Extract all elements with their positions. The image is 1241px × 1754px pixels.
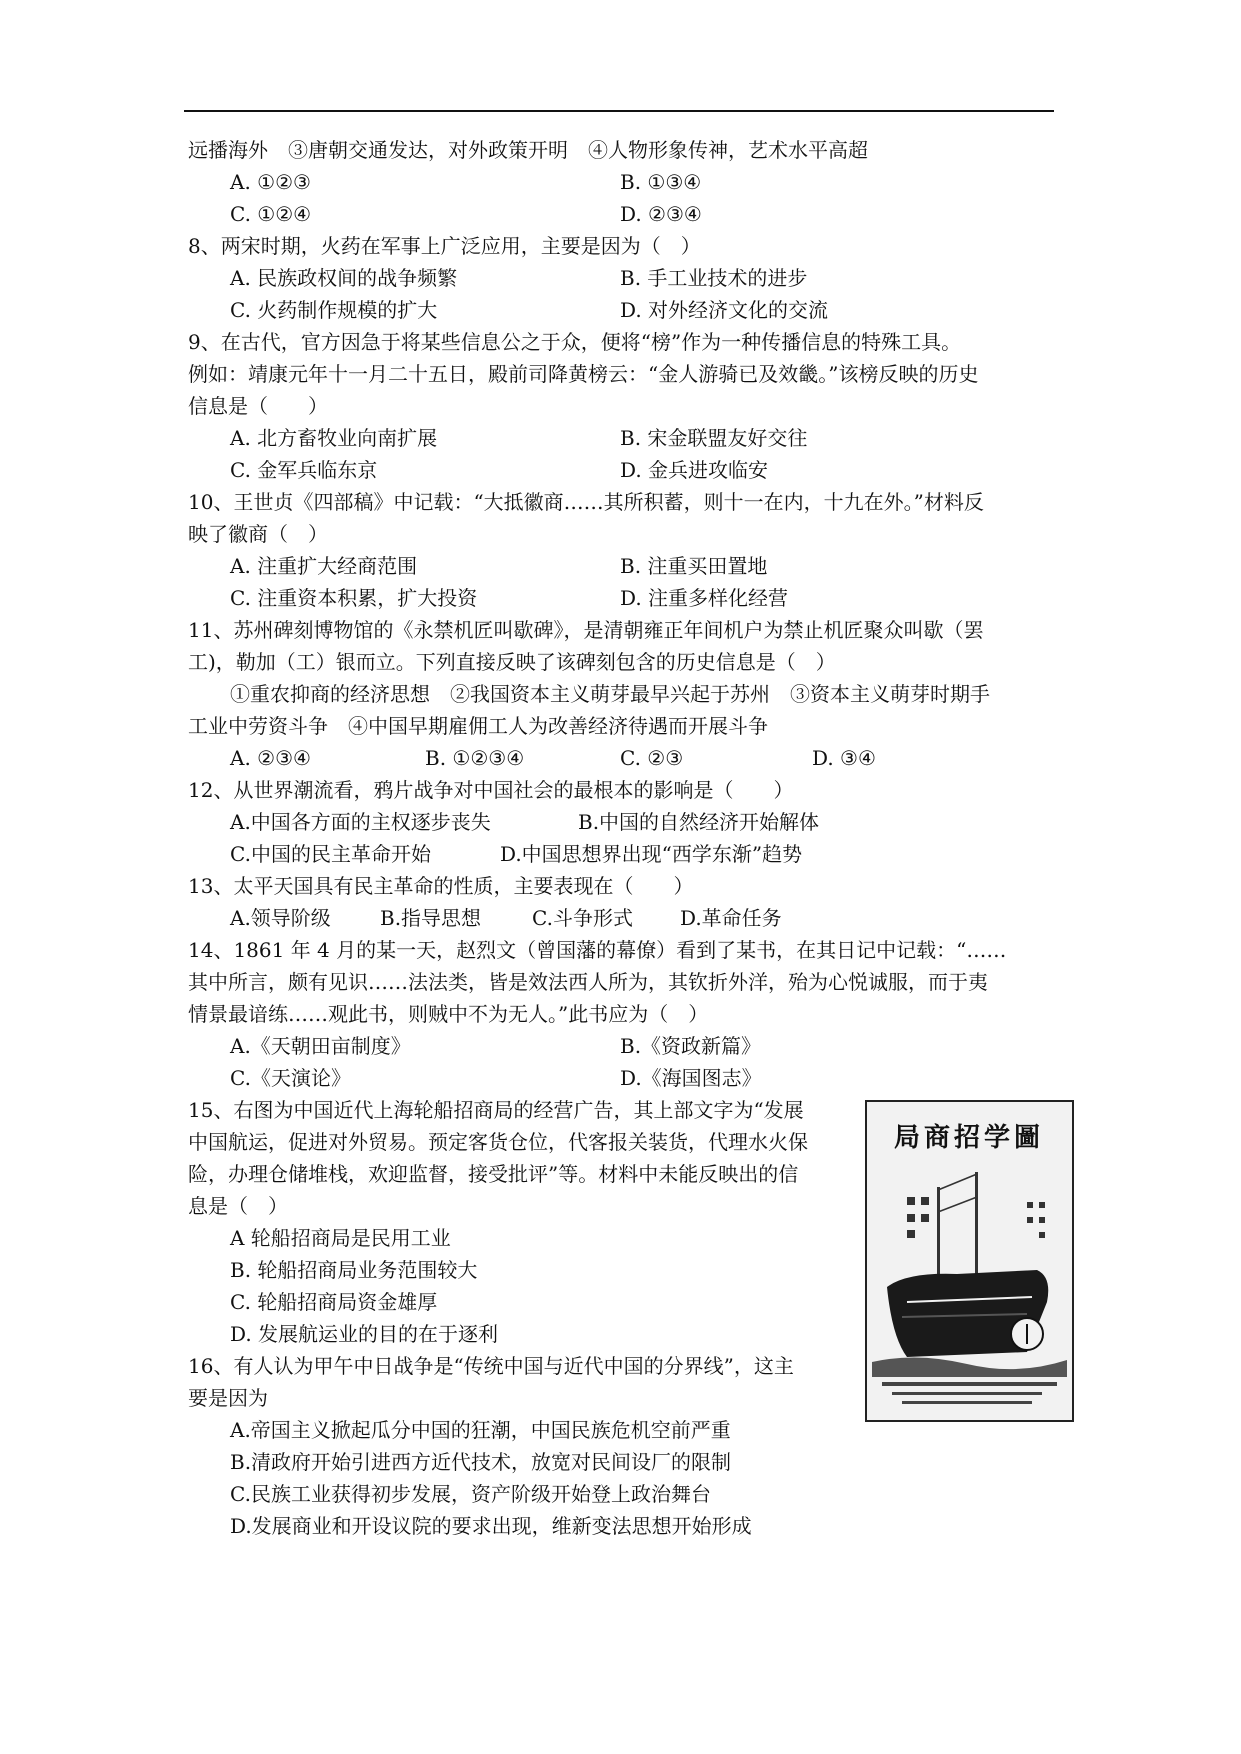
text-line: 情景最谙练……观此书，则贼中不为无人。”此书应为（ ） — [188, 1002, 709, 1026]
text-line: A.《天朝田亩制度》 — [230, 1034, 411, 1058]
text-line: D. 注重多样化经营 — [620, 586, 789, 610]
text-line: 映了徽商（ ） — [188, 522, 328, 546]
text-line: A. ②③④ — [230, 746, 311, 770]
text-line: 16、有人认为甲午中日战争是“传统中国与近代中国的分界线”，这主 — [188, 1354, 794, 1378]
text-line: A 轮船招商局是民用工业 — [230, 1226, 451, 1250]
text-line: 信息是（ ） — [188, 394, 328, 418]
text-line: 远播海外 ③唐朝交通发达，对外政策开明 ④人物形象传神，艺术水平高超 — [188, 138, 868, 162]
text-line: 10、王世贞《四部稿》中记载：“大抵徽商……其所积蓄，则十一在内，十九在外。”材料反 — [188, 490, 984, 514]
text-line: C. 火药制作规模的扩大 — [230, 298, 438, 322]
text-line: 12、从世界潮流看，鸦片战争对中国社会的最根本的影响是（ ） — [188, 778, 794, 802]
header-rule — [184, 110, 1054, 112]
text-line: 险，办理仓储堆栈，欢迎监督，接受批评”等。材料中未能反映出的信 — [188, 1162, 799, 1186]
text-line: B. 宋金联盟友好交往 — [620, 426, 808, 450]
text-line: 8、两宋时期，火药在军事上广泛应用，主要是因为（ ） — [188, 234, 701, 258]
text-line: 9、在古代，官方因急于将某些信息公之于众，便将“榜”作为一种传播信息的特殊工具。 — [188, 330, 962, 354]
text-line: D. 对外经济文化的交流 — [620, 298, 829, 322]
text-line: 其中所言，颇有见识……法法类，皆是效法西人所为，其钦折外洋，殆为心悦诚服，而于夷 — [188, 970, 988, 994]
text-line: C.斗争形式 — [532, 906, 633, 930]
text-line: C.中国的民主革命开始 — [230, 842, 431, 866]
text-line: D. 发展航运业的目的在于逐利 — [230, 1322, 499, 1346]
text-line: D.《海国图志》 — [620, 1066, 762, 1090]
text-line: C.民族工业获得初步发展，资产阶级开始登上政治舞台 — [230, 1482, 711, 1506]
text-line: D. 金兵进攻临安 — [620, 458, 769, 482]
text-line: C. 金军兵临东京 — [230, 458, 378, 482]
text-line: 中国航运，促进对外贸易。预定客货仓位，代客报关装货，代理水火保 — [188, 1130, 808, 1154]
text-line: A.中国各方面的主权逐步丧失 — [230, 810, 491, 834]
text-line: 工业中劳资斗争 ④中国早期雇佣工人为改善经济待遇而开展斗争 — [188, 714, 768, 738]
text-line: D.革命任务 — [680, 906, 782, 930]
text-line: B. 手工业技术的进步 — [620, 266, 808, 290]
text-line: B. 注重买田置地 — [620, 554, 768, 578]
text-line: C.《天演论》 — [230, 1066, 351, 1090]
text-line: B. 轮船招商局业务范围较大 — [230, 1258, 478, 1282]
steamship-illustration — [867, 1102, 1072, 1420]
text-line: D.发展商业和开设议院的要求出现，维新变法思想开始形成 — [230, 1514, 752, 1538]
text-line: B.《资政新篇》 — [620, 1034, 762, 1058]
text-line: B. ①②③④ — [425, 746, 525, 770]
text-line: C. ②③ — [620, 746, 684, 770]
text-line: A. 民族政权间的战争频繁 — [230, 266, 458, 290]
text-line: C. 轮船招商局资金雄厚 — [230, 1290, 438, 1314]
text-line: A. 北方畜牧业向南扩展 — [230, 426, 438, 450]
text-line: D. ②③④ — [620, 202, 702, 226]
ad-title: 局商招学圖 — [893, 1123, 1045, 1153]
text-line: D. ③④ — [812, 746, 876, 770]
text-line: 息是（ ） — [188, 1194, 288, 1218]
text-line: A. 注重扩大经商范围 — [230, 554, 418, 578]
text-line: 工)，勒加（工）银而立。下列直接反映了该碑刻包含的历史信息是（ ） — [188, 650, 836, 674]
shipping-ad-image — [865, 1100, 1074, 1422]
text-line: 15、右图为中国近代上海轮船招商局的经营广告，其上部文字为“发展 — [188, 1098, 804, 1122]
text-line: A. ①②③ — [230, 170, 311, 194]
text-line: A.帝国主义掀起瓜分中国的狂潮，中国民族危机空前严重 — [230, 1418, 731, 1442]
text-line: 13、太平天国具有民主革命的性质，主要表现在（ ） — [188, 874, 694, 898]
text-line: D.中国思想界出现“西学东渐”趋势 — [500, 842, 803, 866]
text-line: 14、1861 年 4 月的某一天，赵烈文（曾国藩的幕僚）看到了某书，在其日记中记载：“…… — [188, 938, 1007, 962]
text-line: ①重农抑商的经济思想 ②我国资本主义萌芽最早兴起于苏州 ③资本主义萌芽时期手 — [230, 682, 990, 706]
text-line: C. 注重资本积累，扩大投资 — [230, 586, 478, 610]
text-line: B. ①③④ — [620, 170, 702, 194]
text-line: 要是因为 — [188, 1386, 268, 1410]
text-line: 11、苏州碑刻博物馆的《永禁机匠叫歇碑》，是清朝雍正年间机户为禁止机匠聚众叫歇（罢 — [188, 618, 984, 642]
text-line: A.领导阶级 — [230, 906, 331, 930]
text-line: B.指导思想 — [380, 906, 482, 930]
text-line: 例如：靖康元年十一月二十五日，殿前司降黄榜云：“金人游骑已及效畿。”该榜反映的历史 — [188, 362, 979, 386]
text-line: C. ①②④ — [230, 202, 312, 226]
text-line: B.清政府开始引进西方近代技术，放宽对民间设厂的限制 — [230, 1450, 732, 1474]
text-line: B.中国的自然经济开始解体 — [578, 810, 820, 834]
